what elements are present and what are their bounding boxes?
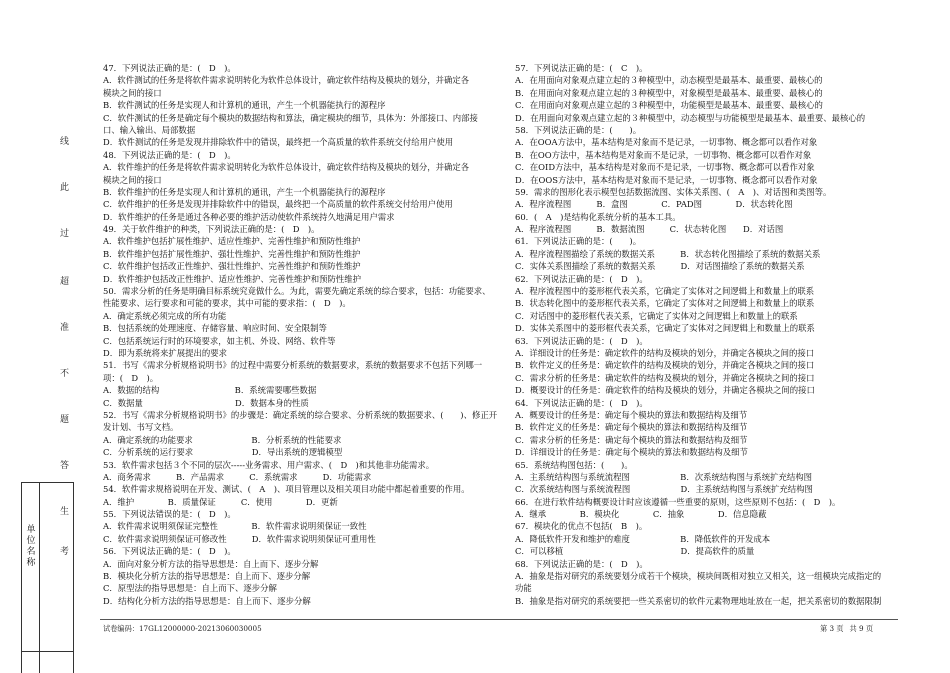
question-option: A．软件维护包括扩展性维护、适应性维护、完善性维护和预防性维护 (103, 236, 361, 247)
question-option: A．软件测试的任务是将软件需求说明转化为软件总体设计，确定软件结构及模块的划分，并确定各 (103, 75, 470, 86)
question-option: A．面向对象分析方法的指导思想是：自上而下、逐步分解 (103, 558, 319, 569)
exam-code (103, 624, 262, 634)
question-option: C．需求分析的任务是：确定软件的结构及模块的划分，并确定各模块之间的接口 (515, 372, 815, 383)
question-option: A．详细设计的任务是：确定软件的结构及模块的划分，并确定各模块之间的接口 (515, 347, 815, 358)
question-option: A．确定系统的功能要求 B．分析系统的性能要求 (103, 434, 342, 445)
question-option: A．确定系统必须完成的所有功能 (103, 310, 227, 321)
question-stem: 60．( A )是结构化系统分析的基本工具。 (515, 211, 681, 222)
binding-rule (22, 651, 73, 652)
margin-char: 线 (60, 137, 70, 147)
question-option: A．程序流程图 B．数据流图 C．状态转化图 D．对话图 (515, 224, 784, 235)
question-option: 项：( D )。 (103, 372, 159, 383)
question-option: D．即为系统将来扩展提出的要求 (103, 347, 227, 358)
question-option: 模块之间的接口 (103, 174, 162, 185)
question-option: 口、输入输出、局部数据 (103, 124, 196, 135)
question-option: C．包括系统运行时的环境要求，如主机、外设、网络、软件等 (103, 335, 336, 346)
question-stem: 55．下列说法错误的是：( D )。 (103, 509, 236, 520)
right-column (515, 62, 915, 607)
margin-char: 不 (60, 369, 70, 379)
question-stem: 47．下列说法正确的是：( D )。 (103, 63, 236, 73)
question-stem: 56．下列说法正确的是：( D )。 (103, 546, 236, 557)
question-option: 性能要求、运行要求和可能的要求，其中可能的要求指：( D )。 (103, 298, 351, 309)
binding-divider (39, 483, 40, 673)
question-stem: 62．下列说法正确的是：( D )。 (515, 273, 648, 284)
exam-code-label: 试卷编码： (103, 624, 139, 633)
question-stem: 57．下列说法正确的是：( C )。 (515, 63, 648, 73)
question-option: D．软件测试的任务是发现并排除软件中的错误，最终把一个高质量的软件系统交付给用户使用 (103, 137, 454, 148)
question-option: C．原型法的指导思想是：自上而下、逐步分解 (103, 583, 277, 594)
question-option: C．实体关系图描绘了系统的数据关系 D．对话图描绘了系统的数据关系 (515, 261, 805, 272)
question-option: B．模块化分析方法的指导思想是：自上而下、逐步分解 (103, 571, 311, 582)
question-stem: 61．下列说法正确的是：( )。 (515, 236, 642, 247)
question-option: A．概要设计的任务是：确定每个模块的算法和数据结构及细节 (515, 409, 748, 420)
question-stem: 51．书写《需求分析规格说明书》的过程中需要分析系统的数据要求，系统的数据要求不包括下列哪一 (103, 360, 483, 371)
question-option: B．软件维护的任务是实现人和计算机的通讯，产生一个机器能执行的源程序 (103, 186, 386, 197)
question-option: 发计划、书写文档。 (103, 422, 179, 433)
question-option: 模块之间的接口 (103, 87, 162, 98)
question-stem: 63．下列说法正确的是：( D )。 (515, 335, 648, 346)
margin-char: 超 (60, 277, 70, 287)
margin-char: 题 (60, 415, 70, 425)
question-stem: 64．下列说法正确的是：( D )。 (515, 397, 648, 408)
question-stem: 52．书写《需求分析规格说明书》的步骤是：确定系统的综合要求、分析系统的数据要求、( )、修正开 (103, 409, 498, 420)
question-option: A．数据的结构 B．系统需要哪些数据 (103, 385, 317, 396)
question-option: B．软件定义的任务是：确定软件的结构及模块的划分，并确定各模块之间的接口 (515, 360, 815, 371)
question-option: C．可以移植 D．提高软件的质量 (515, 546, 755, 557)
unit-name-label: 单位名称 (26, 525, 36, 568)
question-option: B．在OO方法中，基本结构是对象而不是记录，一切事物、概念都可以看作对象 (515, 149, 812, 160)
margin-char: 过 (60, 229, 70, 239)
question-stem: 49．关于软件维护的种类，下列说法正确的是：( D )。 (103, 224, 320, 235)
question-option: C．软件测试的任务是确定每个模块的数据结构和算法，确定模块的细节，具体为：外部接口、内部接 (103, 112, 478, 123)
question-option: A．在OOA方法中，基本结构是对象而不是记录，一切事物、概念都可以看作对象 (515, 137, 818, 148)
question-option: D．结构化分析方法的指导思想是：自上而下、逐步分解 (103, 595, 311, 606)
question-option: B．状态转化图中的菱形框代表关系，它确定了实体对之间逻辑上和数量上的联系 (515, 298, 815, 309)
margin-char: 考 (60, 547, 70, 557)
question-option: D．概要设计的任务是：确定软件的结构及模块的划分，并确定各模块之间的接口 (515, 385, 815, 396)
footer-rule (100, 619, 898, 620)
question-option: B．软件测试的任务是实现人和计算机的通讯，产生一个机器能执行的源程序 (103, 100, 386, 111)
left-column (103, 62, 505, 607)
question-stem: 68．下列说法正确的是：( D )。 (515, 558, 648, 569)
question-option: C．次系统结构图与系统流程图 D．主系统结构图与系统扩充结构图 (515, 484, 813, 495)
question-option: A．降低软件开发和维护的难度 B．降低软件的开发成本 (515, 533, 771, 544)
question-stem: 67．模块化的优点不包括( B )。 (515, 521, 648, 532)
margin-char: 准 (60, 323, 70, 333)
question-stem: 59．需求的图形化表示模型包括数据流图、实体关系图、( A )、对话图和类图等。 (515, 186, 832, 197)
question-option: B．抽象是指对研究的系统要把一些关系密切的软件元素物理地址放在一起，把关系密切的数据限制 (515, 595, 882, 606)
question-stem: 54．软件需求规格说明在开发、测试、( A )、项目管理以及相关项目功能中都起着重要的作用。 (103, 484, 470, 495)
question-option: A．主系统结构图与系统流程图 B．次系统结构图与系统扩充结构图 (515, 471, 812, 482)
question-option: C．需求分析的任务是：确定每个模块的算法和数据结构及细节 (515, 434, 748, 445)
question-option: C．软件需求说明须保证可修改性 D．软件需求说明须保证可重用性 (103, 533, 376, 544)
current-page: 第 3 页 (820, 624, 844, 633)
binding-box (21, 482, 74, 673)
question-option: A．软件需求说明须保证完整性 B．软件需求说明须保证一致性 (103, 521, 367, 532)
question-option: D．在用面向对象观点建立起的３种模型中，动态模型与功能模型是最基本、最重要、最核心的 (515, 112, 866, 123)
question-option: D．在OOS方法中，基本结构是对象而不是记录，一切事物、概念都可以看作对象 (515, 174, 818, 185)
question-option: C．软件维护包括改正性维护、强壮性维护、完善性维护和预防性维护 (103, 261, 361, 272)
question-option: A．程序流程图描绘了系统的数据关系 B．状态转化图描绘了系统的数据关系 (515, 248, 821, 259)
question-option: A．维护 B．质量保证 C．使用 D．更新 (103, 496, 338, 507)
question-stem: 50．需求分析的任务是明确目标系统究竟做什么。为此，需要先确定系统的综合要求，包括：功能要求、 (103, 286, 491, 297)
question-stem: 53．软件需求包括３个不同的层次-----业务需求、用户需求、( D )和其他非功能需求。 (103, 459, 435, 470)
exam-code-value: 17GL12000000-20213060030005 (138, 624, 262, 633)
margin-char: 生 (60, 507, 70, 517)
question-stem: 48．下列说法正确的是：( D )。 (103, 149, 236, 160)
question-stem: 66．在进行软件结构概要设计时应该遵循一些重要的原则，这些原则不包括：( D )。 (515, 496, 841, 507)
question-option: C．在OID方法中，基本结构是对象而不是记录，一切事物、概念都可以看作对象 (515, 162, 815, 173)
question-stem: 58．下列说法正确的是：( )。 (515, 124, 642, 135)
question-option: C．软件维护的任务是发现并排除软件中的错误，最终把一个高质量的软件系统交付给用户使用 (103, 199, 453, 210)
margin-char: 此 (60, 183, 70, 193)
question-option: C．对话图中的菱形框代表关系，它确定了实体对之间逻辑上和数量上的联系 (515, 310, 798, 321)
question-option: B．软件维护包括扩展性维护、强壮性维护、完善性维护和预防性维护 (103, 248, 361, 259)
question-option: D．实体关系图中的菱形框代表关系，它确定了实体对之间逻辑上和数量上的联系 (515, 323, 815, 334)
total-pages: 共 9 页 (849, 624, 874, 633)
question-option: D．详细设计的任务是：确定每个模块的算法和数据结构及细节 (515, 447, 748, 458)
question-option: D．软件维护包括改正性维护、适应性维护、完善性维护和预防性维护 (103, 273, 361, 284)
question-option: C．数据量 D．数据本身的性质 (103, 397, 309, 408)
page-number (820, 624, 879, 634)
question-option: B．包括系统的处理速度、存储容量、响应时间、安全限制等 (103, 323, 327, 334)
question-option: D．软件维护的任务是通过各种必要的维护活动使软件系统持久地满足用户需求 (103, 211, 395, 222)
question-option: A．抽象是指对研究的系统要划分成若干个模块，模块间既相对独立又相关，这一组模块完成指定的 (515, 571, 882, 582)
margin-char: 答 (60, 461, 70, 471)
question-option: A．程序流程图 B．盒图 C．PAD图 D．状态转化图 (515, 199, 793, 210)
question-option: B．软件定义的任务是：确定每个模块的算法和数据结构及细节 (515, 422, 748, 433)
question-option: C．在用面向对象观点建立起的３种模型中，功能模型是最基本、最重要、最核心的 (515, 100, 823, 111)
question-option: B．在用面向对象观点建立起的３种模型中，对象模型是最基本、最重要、最核心的 (515, 87, 823, 98)
question-option: A．继承 B．模块化 C．抽象 D．信息隐蔽 (515, 509, 767, 520)
question-option: C．分析系统的运行要求 D．导出系统的逻辑模型 (103, 447, 343, 458)
question-option: A．在用面向对象观点建立起的３种模型中，动态模型是最基本、最重要、最核心的 (515, 75, 823, 86)
question-option: A．程序流程图中的菱形框代表关系，它确定了实体对之间逻辑上和数量上的联系 (515, 286, 815, 297)
question-option: A．商务需求 B．产品需求 C．系统需求 D．功能需求 (103, 471, 372, 482)
question-option: A．软件维护的任务是将软件需求说明转化为软件总体设计，确定软件结构及模块的划分，并确定各 (103, 162, 470, 173)
question-option: 功能 (515, 583, 532, 594)
question-stem: 65．系统结构图包括：( )。 (515, 459, 633, 470)
